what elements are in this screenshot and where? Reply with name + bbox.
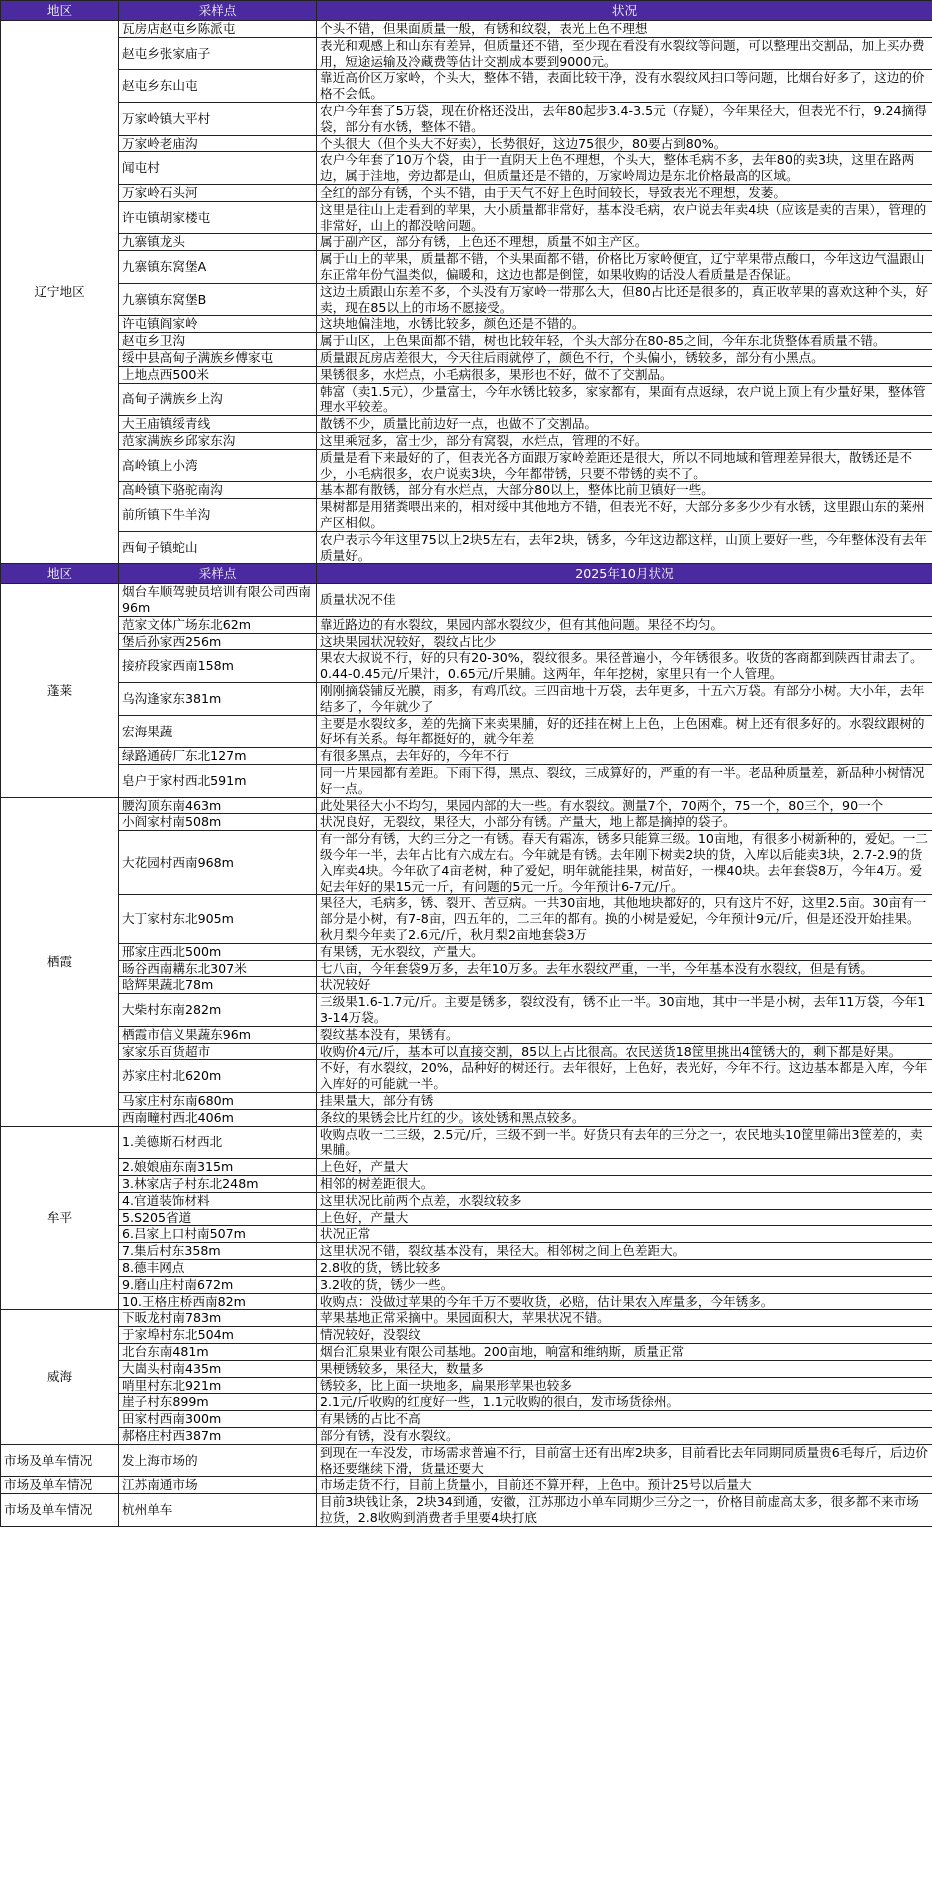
table-row xyxy=(1,531,932,564)
status-cell: 韩富（卖1.5元），少量富士，今年水锈比较多，家家都有，果面有点返绿，农户说上顶上有少量好果，整体管理水平较差。 xyxy=(317,383,932,416)
sample-point-cell: 哨里村东北921m xyxy=(119,1377,317,1394)
sample-point-cell: 3.林家店子村东北248m xyxy=(119,1175,317,1192)
table-row xyxy=(1,21,932,38)
sample-point-cell: 腰沟顶东南463m xyxy=(119,797,317,814)
table-row xyxy=(1,102,932,135)
sample-point-cell: 西甸子镇蛇山 xyxy=(119,531,317,564)
market-row xyxy=(1,1477,932,1494)
table-row xyxy=(1,943,932,960)
sample-point-cell: 绥中县高甸子满族乡傅家屯 xyxy=(119,349,317,366)
sample-point-cell: 乌沟逢家东381m xyxy=(119,683,317,716)
table-row xyxy=(1,616,932,633)
status-cell: 这里状况比前两个点差，水裂纹较多 xyxy=(317,1192,932,1209)
table-row xyxy=(1,1175,932,1192)
sample-point-cell: 大王庙镇绥青线 xyxy=(119,416,317,433)
table-row xyxy=(1,499,932,532)
sample-point-cell: 崖子村东899m xyxy=(119,1394,317,1411)
sample-point-cell: 高岭镇下骆驼南沟 xyxy=(119,482,317,499)
table-row xyxy=(1,135,932,152)
status-cell: 这里乘冠多，富士少，部分有窝裂，水烂点，管理的不好。 xyxy=(317,432,932,449)
sample-point-cell: 堡后孙家西256m xyxy=(119,633,317,650)
status-cell: 刚刚摘袋铺反光膜，雨多，有鸡爪纹。三四亩地十万袋，去年更多，十五六万袋。有部分小树。大小年，去年结多了，今年就少了 xyxy=(317,683,932,716)
region-cell: 栖霞 xyxy=(1,797,119,1126)
sample-point-cell: 许屯镇阎家岭 xyxy=(119,316,317,333)
status-cell: 到现在一车没发，市场需求普遍不行，目前富士还有出库2块多，目前看比去年同期同质量贵6毛每斤，后边价格还要继续下滑，货量还要大 xyxy=(317,1444,932,1477)
sample-point-cell: 8.德丰网点 xyxy=(119,1259,317,1276)
table-row xyxy=(1,1276,932,1293)
status-cell: 裂纹基本没有，果锈有。 xyxy=(317,1026,932,1043)
sample-point-cell: 接疥段家西南158m xyxy=(119,650,317,683)
sample-point-cell: 邢家庄西北500m xyxy=(119,943,317,960)
region-cell: 辽宁地区 xyxy=(1,21,119,564)
status-cell: 这里状况不错，裂纹基本没有，果径大。相邻树之间上色差距大。 xyxy=(317,1243,932,1260)
sample-point-cell: 5.S205省道 xyxy=(119,1209,317,1226)
sample-point-cell: 许屯镇胡家楼屯 xyxy=(119,201,317,234)
header-row xyxy=(1,564,932,584)
market-name-cell: 发上海市场的 xyxy=(119,1444,317,1477)
sample-point-cell: 大崮头村南435m xyxy=(119,1360,317,1377)
status-cell: 质量状况不佳 xyxy=(317,584,932,617)
status-cell: 属于副产区，部分有锈，上色还不理想，质量不如主产区。 xyxy=(317,234,932,251)
market-row xyxy=(1,1444,932,1477)
status-cell: 市场走货不行，目前上货量小，目前还不算开秤，上色中。预计25号以后量大 xyxy=(317,1477,932,1494)
table-row xyxy=(1,895,932,943)
sample-point-cell: 2.娘娘庙东南315m xyxy=(119,1159,317,1176)
sample-point-cell: 1.美德斯石材西北 xyxy=(119,1126,317,1159)
status-cell: 质量是看下来最好的了，但表光各方面跟万家岭差距还是很大，所以不同地域和管理差异很大，散锈还是不少，小毛病很多，农户说卖3块，今年都带锈，只要不带锈的卖不了。 xyxy=(317,449,932,482)
table-row xyxy=(1,1360,932,1377)
status-cell: 烟台汇泉果业有限公司基地。200亩地，响富和维纳斯，质量正常 xyxy=(317,1343,932,1360)
status-cell: 锈较多，比上面一块地多，扁果形苹果也较多 xyxy=(317,1377,932,1394)
market-category-cell: 市场及单车情况 xyxy=(1,1494,119,1527)
table-row xyxy=(1,1159,932,1176)
sample-point-cell: 赵屯乡卫沟 xyxy=(119,333,317,350)
table-row xyxy=(1,814,932,831)
table-row xyxy=(1,432,932,449)
table-row xyxy=(1,650,932,683)
sample-point-cell: 6.吕家上口村南507m xyxy=(119,1226,317,1243)
status-cell: 2.1元/斤收购的红度好一些，1.1元收购的很白，发市场货徐州。 xyxy=(317,1394,932,1411)
sample-point-cell: 九寨镇东窝堡A xyxy=(119,251,317,284)
table-row xyxy=(1,977,932,994)
sample-point-cell: 绿路通砖厂东北127m xyxy=(119,748,317,765)
status-cell: 部分有锈，没有水裂纹。 xyxy=(317,1427,932,1444)
table-row xyxy=(1,152,932,185)
status-cell: 七八亩，今年套袋9万多，去年10万多。去年水裂纹严重，一半，今年基本没有水裂纹，但是有锈。 xyxy=(317,960,932,977)
table-row xyxy=(1,349,932,366)
sample-point-cell: 栖霞市信义果蔬东96m xyxy=(119,1026,317,1043)
sample-point-cell: 上地点西500米 xyxy=(119,366,317,383)
table-row xyxy=(1,1109,932,1126)
table-row xyxy=(1,994,932,1027)
sample-point-cell: 苏家庄村北620m xyxy=(119,1060,317,1093)
column-header-status: 2025年10月状况 xyxy=(317,564,932,584)
table-row xyxy=(1,960,932,977)
table-row xyxy=(1,584,932,617)
table-row xyxy=(1,1226,932,1243)
sample-point-cell: 大花园村西南968m xyxy=(119,831,317,895)
status-cell: 这块果园状况较好，裂纹占比少 xyxy=(317,633,932,650)
table-row xyxy=(1,316,932,333)
column-header-point: 采样点 xyxy=(119,1,317,21)
status-cell: 属于山上的苹果，质量都不错，个头果面都不错，价格比万家岭便宜，辽宁苹果带点酸口，今年这边气温跟山东正常年份气温类似，偏暖和，这边也都是倒筐，如果收购的话没人看质量是否保证。 xyxy=(317,251,932,284)
table-row xyxy=(1,633,932,650)
status-cell: 靠近高价区万家岭，个头大，整体不错，表面比较干净，没有水裂纹风扫口等问题，比烟台好多了，这边的价格不会低。 xyxy=(317,70,932,103)
sample-point-cell: 10.王格庄桥西南82m xyxy=(119,1293,317,1310)
table-row xyxy=(1,1093,932,1110)
status-cell: 上色好，产量大 xyxy=(317,1159,932,1176)
sample-point-cell: 下昄龙村南783m xyxy=(119,1310,317,1327)
status-cell: 状况良好，无裂纹，果径大，小部分有锈。产量大，地上都是摘掉的袋子。 xyxy=(317,814,932,831)
table-row xyxy=(1,715,932,748)
status-cell: 情况较好，没裂纹 xyxy=(317,1327,932,1344)
table-row xyxy=(1,1026,932,1043)
sample-point-cell: 家家乐百货超市 xyxy=(119,1043,317,1060)
table-row xyxy=(1,1427,932,1444)
status-cell: 属于山区，上色果面都不错，树也比较年轻，个头大部分在80-85之间，今年东北货整体看质量不错。 xyxy=(317,333,932,350)
table-row xyxy=(1,1327,932,1344)
status-cell: 散锈不少，质量比前边好一点，也做不了交割品。 xyxy=(317,416,932,433)
column-header-status: 状况 xyxy=(317,1,932,21)
sample-point-cell: 范家满族乡邱家东沟 xyxy=(119,432,317,449)
status-cell: 相邻的树差距很大。 xyxy=(317,1175,932,1192)
sample-point-cell: 7.集后村东358m xyxy=(119,1243,317,1260)
table-row xyxy=(1,748,932,765)
sample-point-cell: 赵屯乡东山屯 xyxy=(119,70,317,103)
table-row xyxy=(1,416,932,433)
table-row xyxy=(1,383,932,416)
status-cell: 靠近路边的有水裂纹，果园内部水裂纹少，但有其他问题。果径不均匀。 xyxy=(317,616,932,633)
status-cell: 农户今年套了5万袋，现在价格还没出，去年80起步3.4-3.5元（存疑），今年果径大，但表光不行，9.24摘得袋，部分有水锈，整体不错。 xyxy=(317,102,932,135)
status-cell: 农户表示今年这里75以上2块5左右，去年2块，锈多，今年这边都这样，山顶上要好一些，今年整体没有去年质量好。 xyxy=(317,531,932,564)
sample-point-cell: 皂户于家村西北591m xyxy=(119,765,317,798)
table-row xyxy=(1,482,932,499)
sample-point-cell: 西南疃村西北406m xyxy=(119,1109,317,1126)
region-cell: 威海 xyxy=(1,1310,119,1444)
table-row xyxy=(1,683,932,716)
sample-point-cell: 瓦房店赵屯乡陈派屯 xyxy=(119,21,317,38)
market-category-cell: 市场及单车情况 xyxy=(1,1444,119,1477)
sample-point-cell: 万家岭老庙沟 xyxy=(119,135,317,152)
column-header-region: 地区 xyxy=(1,564,119,584)
table-row xyxy=(1,201,932,234)
table-row xyxy=(1,797,932,814)
status-cell: 这边土质跟山东差不多，个头没有万家岭一带那么大，但80占比还是很多的，真正收苹果的喜欢这种个头，好卖，现在85以上的市场不愿接受。 xyxy=(317,283,932,316)
sample-point-cell: 4.官道装饰材料 xyxy=(119,1192,317,1209)
status-cell: 这块地偏洼地，水锈比较多，颜色还是不错的。 xyxy=(317,316,932,333)
column-header-point: 采样点 xyxy=(119,564,317,584)
market-category-cell: 市场及单车情况 xyxy=(1,1477,119,1494)
sample-point-cell: 高甸子满族乡上沟 xyxy=(119,383,317,416)
status-cell: 同一片果园都有差距。下雨下得，黑点、裂纹，三成算好的，严重的有一半。老品种质量差，新品种小树情况好一点。 xyxy=(317,765,932,798)
table-row xyxy=(1,1126,932,1159)
status-cell: 表光和观感上和山东有差异，但质量还不错，至少现在看没有水裂纹等问题，可以整理出交割品，加上买办费用，短途运输及冷藏费等估计交割成本要到9000元。 xyxy=(317,37,932,70)
table-row xyxy=(1,1394,932,1411)
status-cell: 三级果1.6-1.7元/斤。主要是锈多，裂纹没有，锈不止一半。30亩地，其中一半是小树，去年11万袋，今年13-14万袋。 xyxy=(317,994,932,1027)
table-row xyxy=(1,1259,932,1276)
status-cell: 个头不错，但果面质量一般，有锈和纹裂，表光上色不理想 xyxy=(317,21,932,38)
table-row xyxy=(1,449,932,482)
status-cell: 果锈很多，水烂点，小毛病很多，果形也不好，做不了交割品。 xyxy=(317,366,932,383)
sample-point-cell: 万家岭石头河 xyxy=(119,184,317,201)
table-row xyxy=(1,333,932,350)
sample-point-cell: 9.磨山庄村南672m xyxy=(119,1276,317,1293)
table-row xyxy=(1,234,932,251)
region-cell: 牟平 xyxy=(1,1126,119,1310)
status-cell: 果树都是用猪粪喂出来的，相对绥中其他地方不错，但表光不好，大部分多多少少有水锈，这里跟山东的莱州产区相似。 xyxy=(317,499,932,532)
table-row xyxy=(1,283,932,316)
sample-point-cell: 郝格庄村西387m xyxy=(119,1427,317,1444)
sample-point-cell: 九寨镇龙头 xyxy=(119,234,317,251)
status-cell: 有很多黑点，去年好的，今年不行 xyxy=(317,748,932,765)
status-cell: 收购点收一二三级，2.5元/斤，三级不到一半。好货只有去年的三分之一，农民地头10筐里筛出3筐差的，卖果脯。 xyxy=(317,1126,932,1159)
market-name-cell: 杭州单车 xyxy=(119,1494,317,1527)
sample-point-cell: 前所镇下牛羊沟 xyxy=(119,499,317,532)
status-cell: 不好，有水裂纹，20%，品种好的树还行。去年很好，上色好，表光好，今年不行。这边基本都是入库，今年入库好的可能就一半。 xyxy=(317,1060,932,1093)
sampling-table-body xyxy=(1,1,932,1527)
market-row xyxy=(1,1494,932,1527)
sample-point-cell: 晗辉果蔬北78m xyxy=(119,977,317,994)
status-cell: 苹果基地正常采摘中。果园面积大，苹果状况不错。 xyxy=(317,1310,932,1327)
status-cell: 果农大叔说不行，好的只有20-30%，裂纹很多。果径普遍小，今年锈很多。收货的客商都到陕西甘肃去了。0.44-0.45元/斤果汁，0.65元/斤果脯。这两年，年年挖树，家里只有一个人管理。 xyxy=(317,650,932,683)
table-row xyxy=(1,1310,932,1327)
sample-point-cell: 赵屯乡张家庙子 xyxy=(119,37,317,70)
table-row xyxy=(1,1043,932,1060)
sample-point-cell: 小阎家村南508m xyxy=(119,814,317,831)
status-cell: 有一部分有锈，大约三分之一有锈。春天有霜冻，锈多只能算三级。10亩地，有很多小树新种的，爱妃。一二级今年一半，去年占比有六成左右。今年就是有锈。去年刚下树卖2块的货，入库以后能卖3块，2.7-2.9的货入库卖4块。今年砍了4亩老树，种了爱妃，明年就能挂果，树苗好，一棵40块。去年套袋8万，今年4万。爱妃去年好的果15元一斤，有问题的5元一斤。今年预计6-7元/斤。 xyxy=(317,831,932,895)
table-row xyxy=(1,1343,932,1360)
table-row xyxy=(1,765,932,798)
status-cell: 果径大，毛病多，锈、裂开、苦豆病。一共30亩地，其他地块都好的，只有这片不好，这里2.5亩。30亩有一部分是小树，有7-8亩，四五年的，二三年的都有。换的小树是爱妃，今年预计9元/斤，但是还没开始挂果。秋月梨今年卖了2.6元/斤，秋月梨2亩地套袋3万 xyxy=(317,895,932,943)
status-cell: 有果锈的占比不高 xyxy=(317,1411,932,1428)
status-cell: 状况较好 xyxy=(317,977,932,994)
status-cell: 全红的部分有锈，个头不错，由于天气不好上色时间较长，导致表光不理想，发萎。 xyxy=(317,184,932,201)
status-cell: 3.2收的货，锈少一些。 xyxy=(317,1276,932,1293)
table-row xyxy=(1,251,932,284)
table-row xyxy=(1,831,932,895)
table-row xyxy=(1,1060,932,1093)
sample-point-cell: 马家庄村东南680m xyxy=(119,1093,317,1110)
status-cell: 条纹的果锈会比片红的少。该处锈和黑点较多。 xyxy=(317,1109,932,1126)
table-row xyxy=(1,1411,932,1428)
status-cell: 目前3块钱让条，2块34到通，安徽，江苏那边小单车同期少三分之一，价格目前虚高太多，很多都不来市场拉货，2.8收购到消费者手里要4块打底 xyxy=(317,1494,932,1527)
status-cell: 主要是水裂纹多，差的先摘下来卖果脯，好的还挂在树上上色，上色困难。树上还有很多好的。水裂纹跟树的好坏有关系。每年都挺好的，就今年差 xyxy=(317,715,932,748)
column-header-region: 地区 xyxy=(1,1,119,21)
table-row xyxy=(1,184,932,201)
status-cell: 2.8收的货，锈比较多 xyxy=(317,1259,932,1276)
sample-point-cell: 于家埠村东北504m xyxy=(119,1327,317,1344)
sample-point-cell: 大丁家村东北905m xyxy=(119,895,317,943)
status-cell: 此处果径大小不均匀，果园内部的大一些。有水裂纹。测量7个，70两个，75一个，80三个，90一个 xyxy=(317,797,932,814)
sample-point-cell: 烟台车顺驾驶员培训有限公司西南96m xyxy=(119,584,317,617)
sample-point-cell: 田家村西南300m xyxy=(119,1411,317,1428)
sample-point-cell: 大柴村东南282m xyxy=(119,994,317,1027)
sample-point-cell: 九寨镇东窝堡B xyxy=(119,283,317,316)
sample-point-cell: 万家岭镇大平村 xyxy=(119,102,317,135)
status-cell: 质量跟瓦房店差很大，今天往后雨就停了，颜色不行，个头偏小，锈较多，部分有小黑点。 xyxy=(317,349,932,366)
header-row xyxy=(1,1,932,21)
status-cell: 果梗锈较多，果径大，数量多 xyxy=(317,1360,932,1377)
status-cell: 这里是往山上走看到的苹果，大小质量都非常好，基本没毛病，农户说去年卖4块（应该是卖的吉果），管理的非常好，山上的都没啥问题。 xyxy=(317,201,932,234)
market-name-cell: 江苏南通市场 xyxy=(119,1477,317,1494)
sample-point-cell: 宏海果蔬 xyxy=(119,715,317,748)
status-cell: 农户今年套了10万个袋，由于一直阴天上色不理想，个头大，整体毛病不多，去年80的卖3块，这里在路两边，属于洼地，旁边都是山，但质量还是不错的，万家岭周边是东北价格最高的区域。 xyxy=(317,152,932,185)
table-row xyxy=(1,70,932,103)
status-cell: 状况正常 xyxy=(317,1226,932,1243)
table-row xyxy=(1,1243,932,1260)
status-cell: 收购点：没做过苹果的今年千万不要收货，必赔，估计果农入库量多，今年锈多。 xyxy=(317,1293,932,1310)
status-cell: 基本都有散锈，部分有水烂点，大部分80以上，整体比前卫镇好一些。 xyxy=(317,482,932,499)
status-cell: 收购价4元/斤，基本可以直接交割，85以上占比很高。农民送货18筐里挑出4筐锈大的，剩下都是好果。 xyxy=(317,1043,932,1060)
table-row xyxy=(1,1192,932,1209)
status-cell: 挂果量大，部分有锈 xyxy=(317,1093,932,1110)
sample-point-cell: 高岭镇上小湾 xyxy=(119,449,317,482)
table-row xyxy=(1,1377,932,1394)
sample-point-cell: 旸谷西南耩东北307米 xyxy=(119,960,317,977)
sample-point-cell: 范家文体广场东北62m xyxy=(119,616,317,633)
region-cell: 蓬莱 xyxy=(1,584,119,797)
table-row xyxy=(1,366,932,383)
table-row xyxy=(1,1293,932,1310)
table-row xyxy=(1,37,932,70)
status-cell: 上色好，产量大 xyxy=(317,1209,932,1226)
table-row xyxy=(1,1209,932,1226)
sample-point-cell: 闻屯村 xyxy=(119,152,317,185)
status-cell: 有果锈，无水裂纹，产量大。 xyxy=(317,943,932,960)
sample-point-cell: 北台东南481m xyxy=(119,1343,317,1360)
status-cell: 个头很大（但个头大不好卖），长势很好，这边75很少，80要占到80%。 xyxy=(317,135,932,152)
